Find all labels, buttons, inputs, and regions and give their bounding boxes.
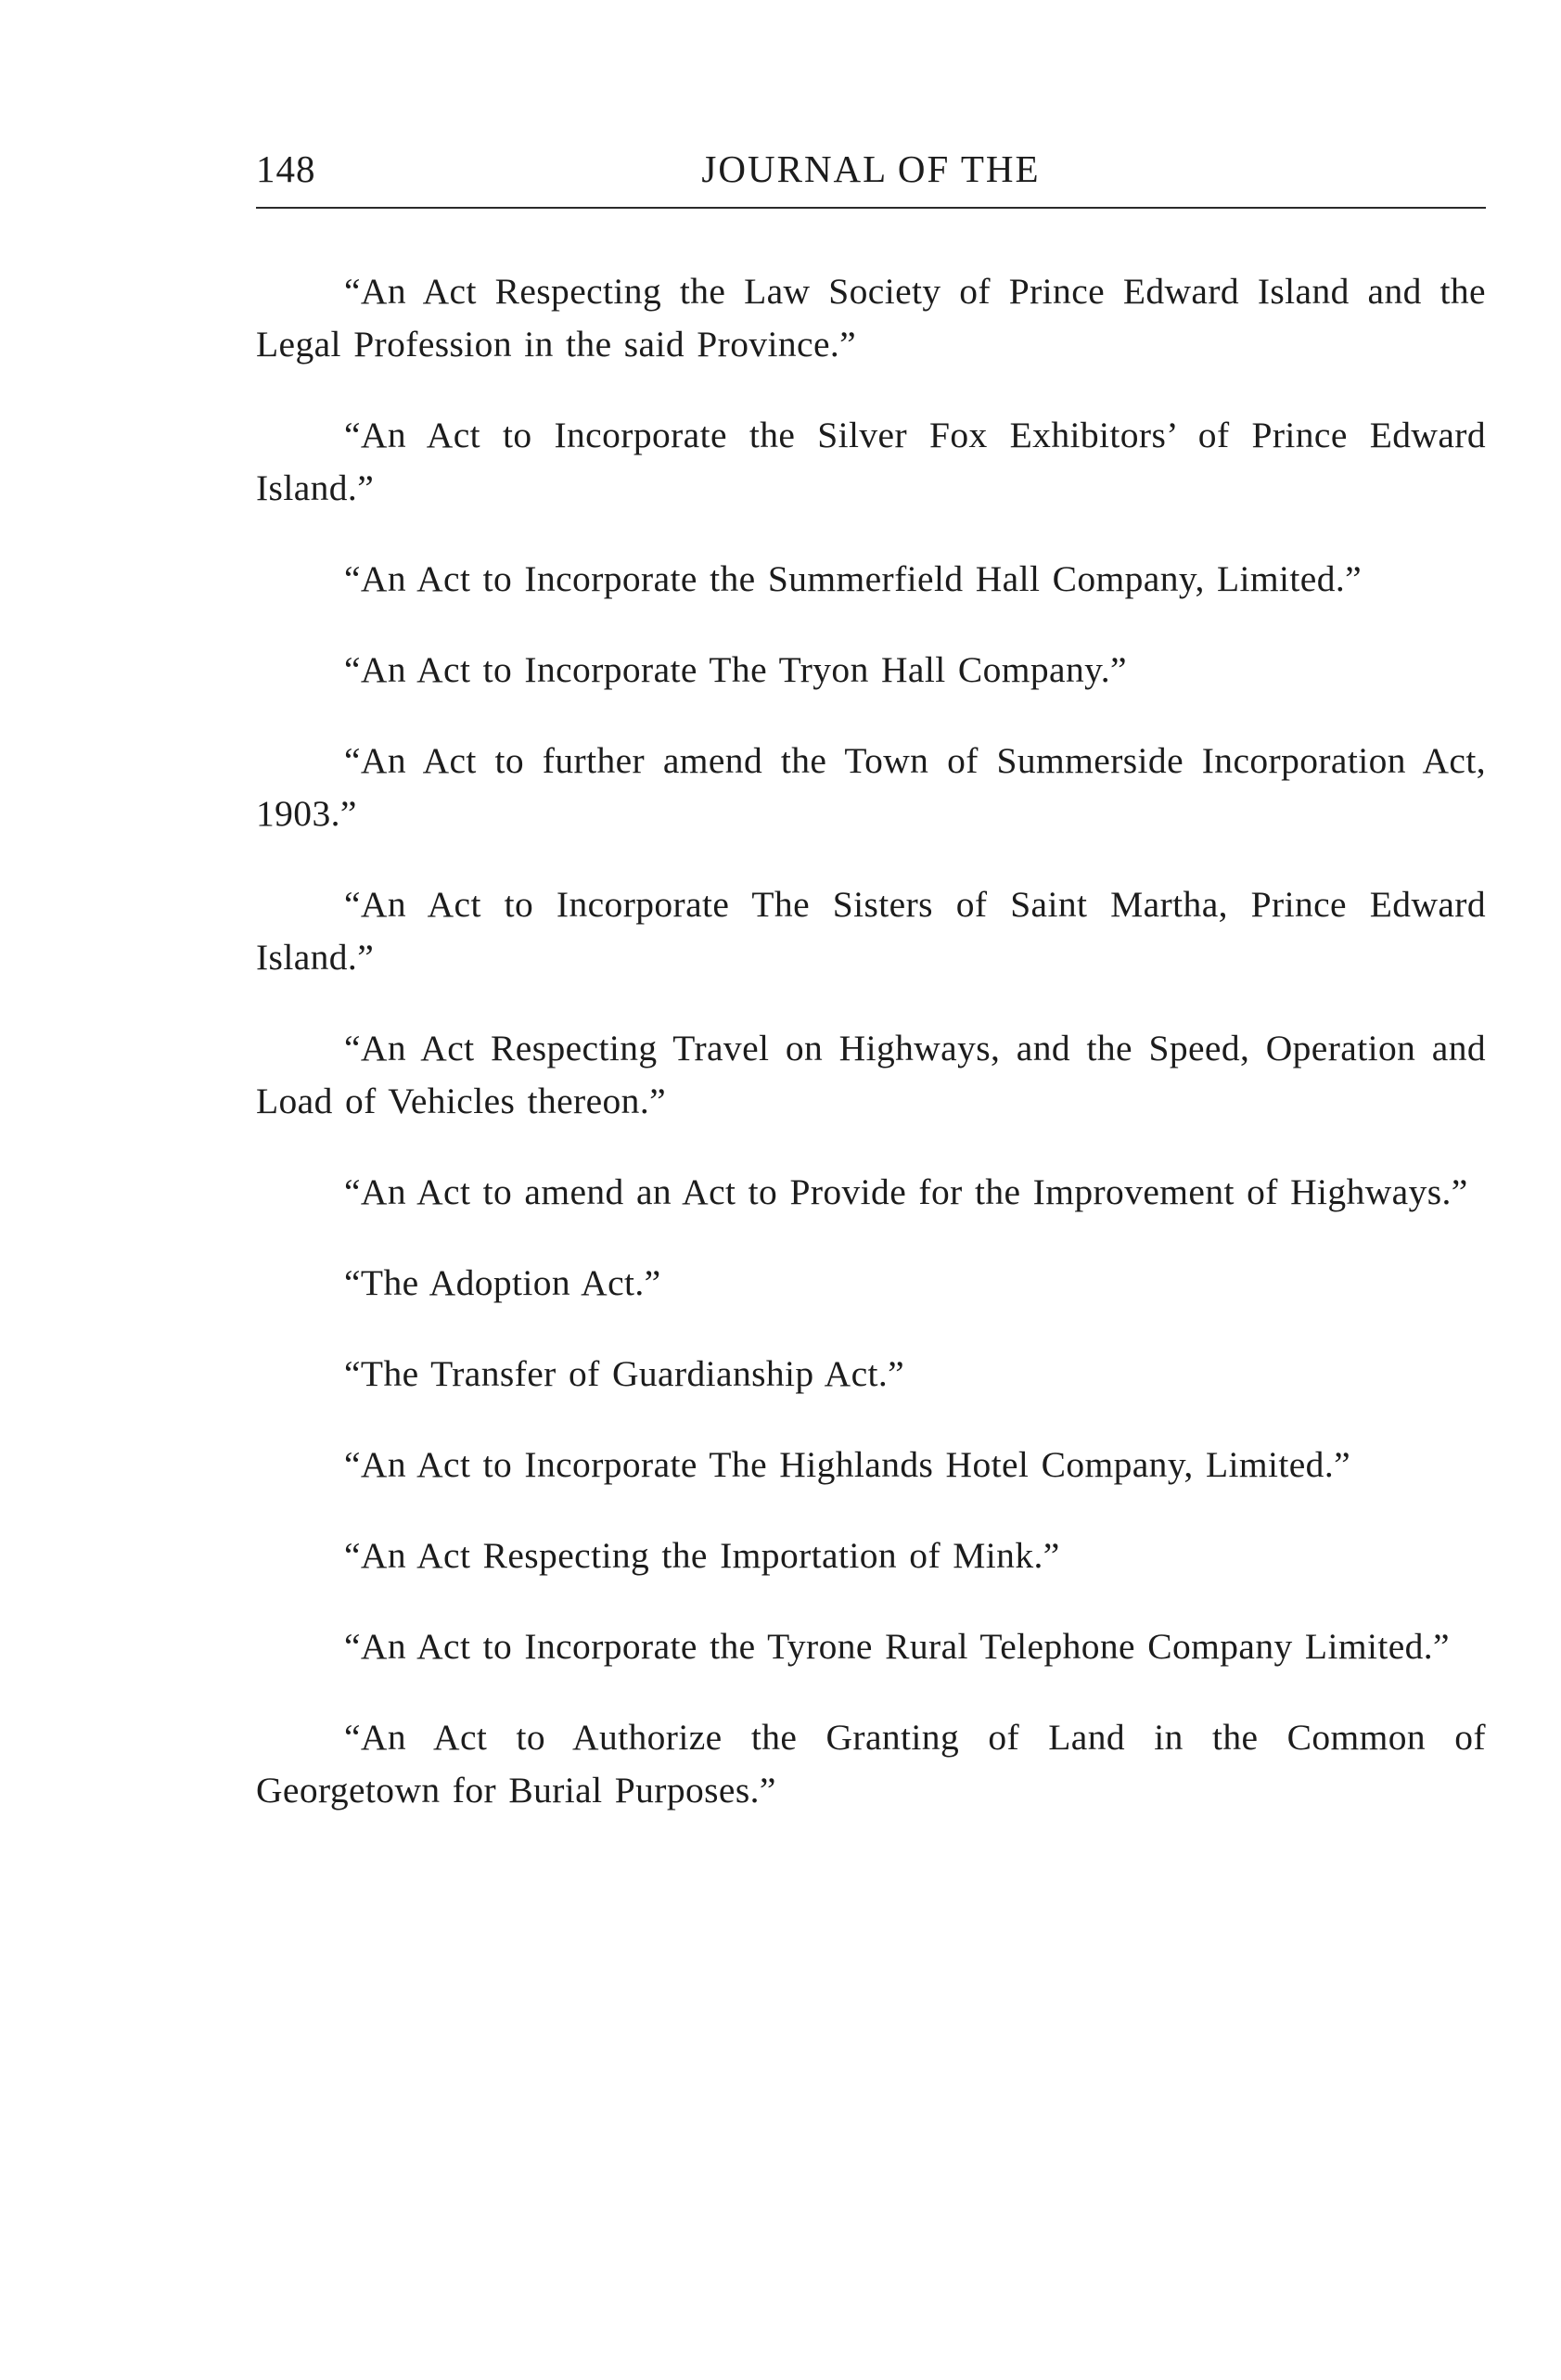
act-title: “An Act to Incorporate the Silver Fox Exhibitors’ of Prince Edward Island.” [256,415,1486,508]
act-title: “The Transfer of Guardianship Act.” [344,1353,905,1394]
act-list [256,265,1486,1855]
act-title: “An Act to Incorporate the Summerfield Hall Company, Limited.” [344,558,1363,599]
act-title: “An Act Respecting Travel on Highways, and the Speed, Operation and Load of Vehicles thereon.” [256,1028,1486,1121]
page-header [256,137,1486,202]
act-title: “An Act to Incorporate the Tyrone Rural Telephone Company Limited.” [344,1626,1450,1667]
act-title: “An Act to further amend the Town of Summerside Incorporation Act, 1903.” [256,740,1486,834]
act-title: “An Act Respecting the Importation of Mink.” [344,1535,1060,1576]
header-rule [256,207,1486,209]
act-title: “An Act to amend an Act to Provide for the Improvement of Highways.” [344,1171,1468,1212]
act-title: “An Act to Authorize the Granting of Land in the Common of Georgetown for Burial Purposes.” [256,1717,1486,1811]
act-title: “An Act Respecting the Law Society of Prince Edward Island and the Legal Profession in the said Province.” [256,271,1486,365]
act-title: “An Act to Incorporate The Highlands Hotel Company, Limited.” [344,1444,1351,1485]
act-title: “The Adoption Act.” [344,1262,661,1303]
act-title: “An Act to Incorporate The Sisters of Saint Martha, Prince Edward Island.” [256,884,1486,978]
act-title: “An Act to Incorporate The Tryon Hall Company.” [344,649,1127,690]
page-number: 148 [256,147,316,190]
running-head: JOURNAL OF THE [701,147,1041,190]
